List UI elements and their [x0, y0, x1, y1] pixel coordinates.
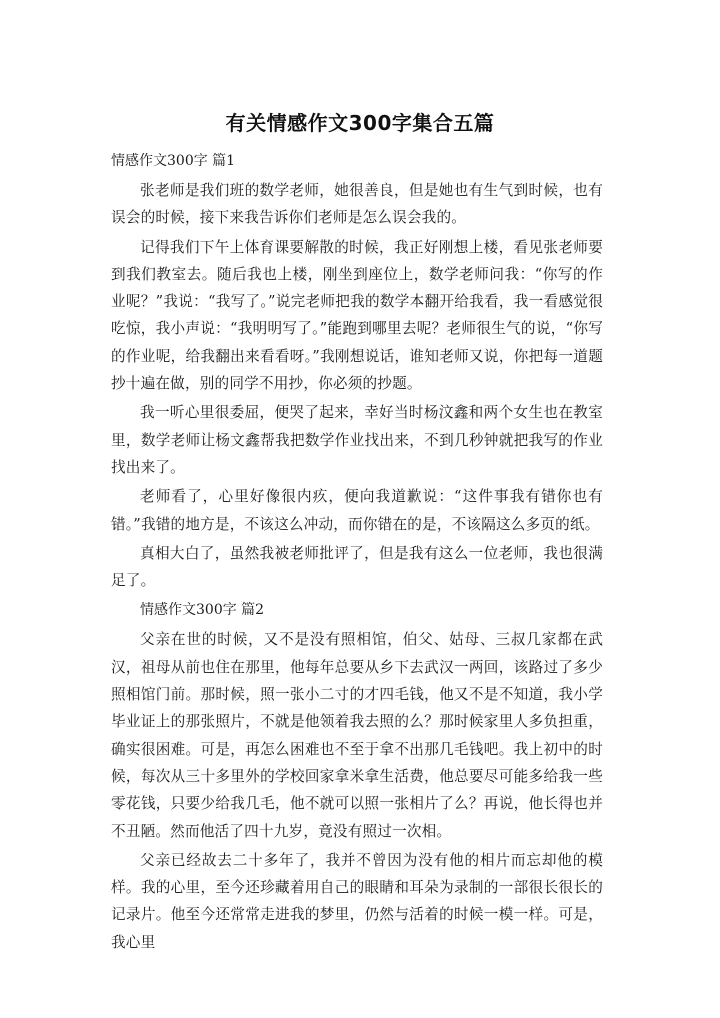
paragraph: 真相大白了，虽然我被老师批评了，但是我有这么一位老师，我也很满足了。	[111, 544, 603, 590]
paragraph: 张老师是我们班的数学老师，她很善良，但是她也有生气到时候，也有误会的时候，接下来我告诉你们老师是怎么误会我的。	[111, 182, 603, 227]
paragraph: 我一听心里很委屈，便哭了起来，幸好当时杨汶鑫和两个女生也在教室里，数学老师让杨文鑫帮我把数学作业找出来，不到几秒钟就把我写的作业找出来了。	[111, 404, 603, 476]
document-title: 有关情感作文300字集合五篇	[225, 111, 495, 135]
section-heading-2: 情感作文300字 篇2	[140, 602, 265, 619]
paragraph: 父亲在世的时候，又不是没有照相馆，伯父、姑母、三叔几家都在武汉，祖母从前也住在那里，他每年总要从乡下去武汉一两回，该路过了多少照相馆门前。那时候，照一张小二寸的才四毛钱，他又不是不知道，我小学毕业证上的那张照片，不就是他领着我去照的么？那时候家里人多负担重，确实很困难。可是，再怎么困难也不至于拿不出那几毛钱吧。我上初中的时候，每次从三十多里外的学校回家拿米拿生活费，他总要尽可能多给我一些零花钱，只要少给我几毛，他不就可以照一张相片了么？再说，他长得也并不丑陋。然而他活了四十九岁，竟没有照过一次相。	[111, 631, 603, 840]
section-heading-1: 情感作文300字 篇1	[111, 153, 236, 169]
paragraph: 父亲已经故去二十多年了，我并不曾因为没有他的相片而忘却他的模样。我的心里，至今还珍藏着用自己的眼睛和耳朵为录制的一部很长很长的记录片。他至今还常常走进我的梦里，仍然与活着的时候一模一样。可是，我心里	[111, 851, 603, 951]
paragraph: 老师看了，心里好像很内疚，便向我道歉说：“这件事我有错你也有错。”我错的地方是，不该这么冲动，而你错在的是，不该隔这么多页的纸。	[111, 488, 603, 533]
paragraph: 记得我们下午上体育课要解散的时候，我正好刚想上楼，看见张老师要到我们教室去。随后我也上楼，刚坐到座位上，数学老师问我：“你写的作业呢？”我说：“我写了。”说完老师把我的数学本翻开给我看，我一看感觉很吃惊，我小声说：“我明明写了。”能跑到哪里去呢？老师很生气的说，“你写的作业呢，给我翻出来看看呀。”我刚想说话，谁知老师又说，你把每一道题抄十遍在做，别的同学不用抄，你必须的抄题。	[111, 238, 603, 393]
document-body	[111, 147, 603, 956]
